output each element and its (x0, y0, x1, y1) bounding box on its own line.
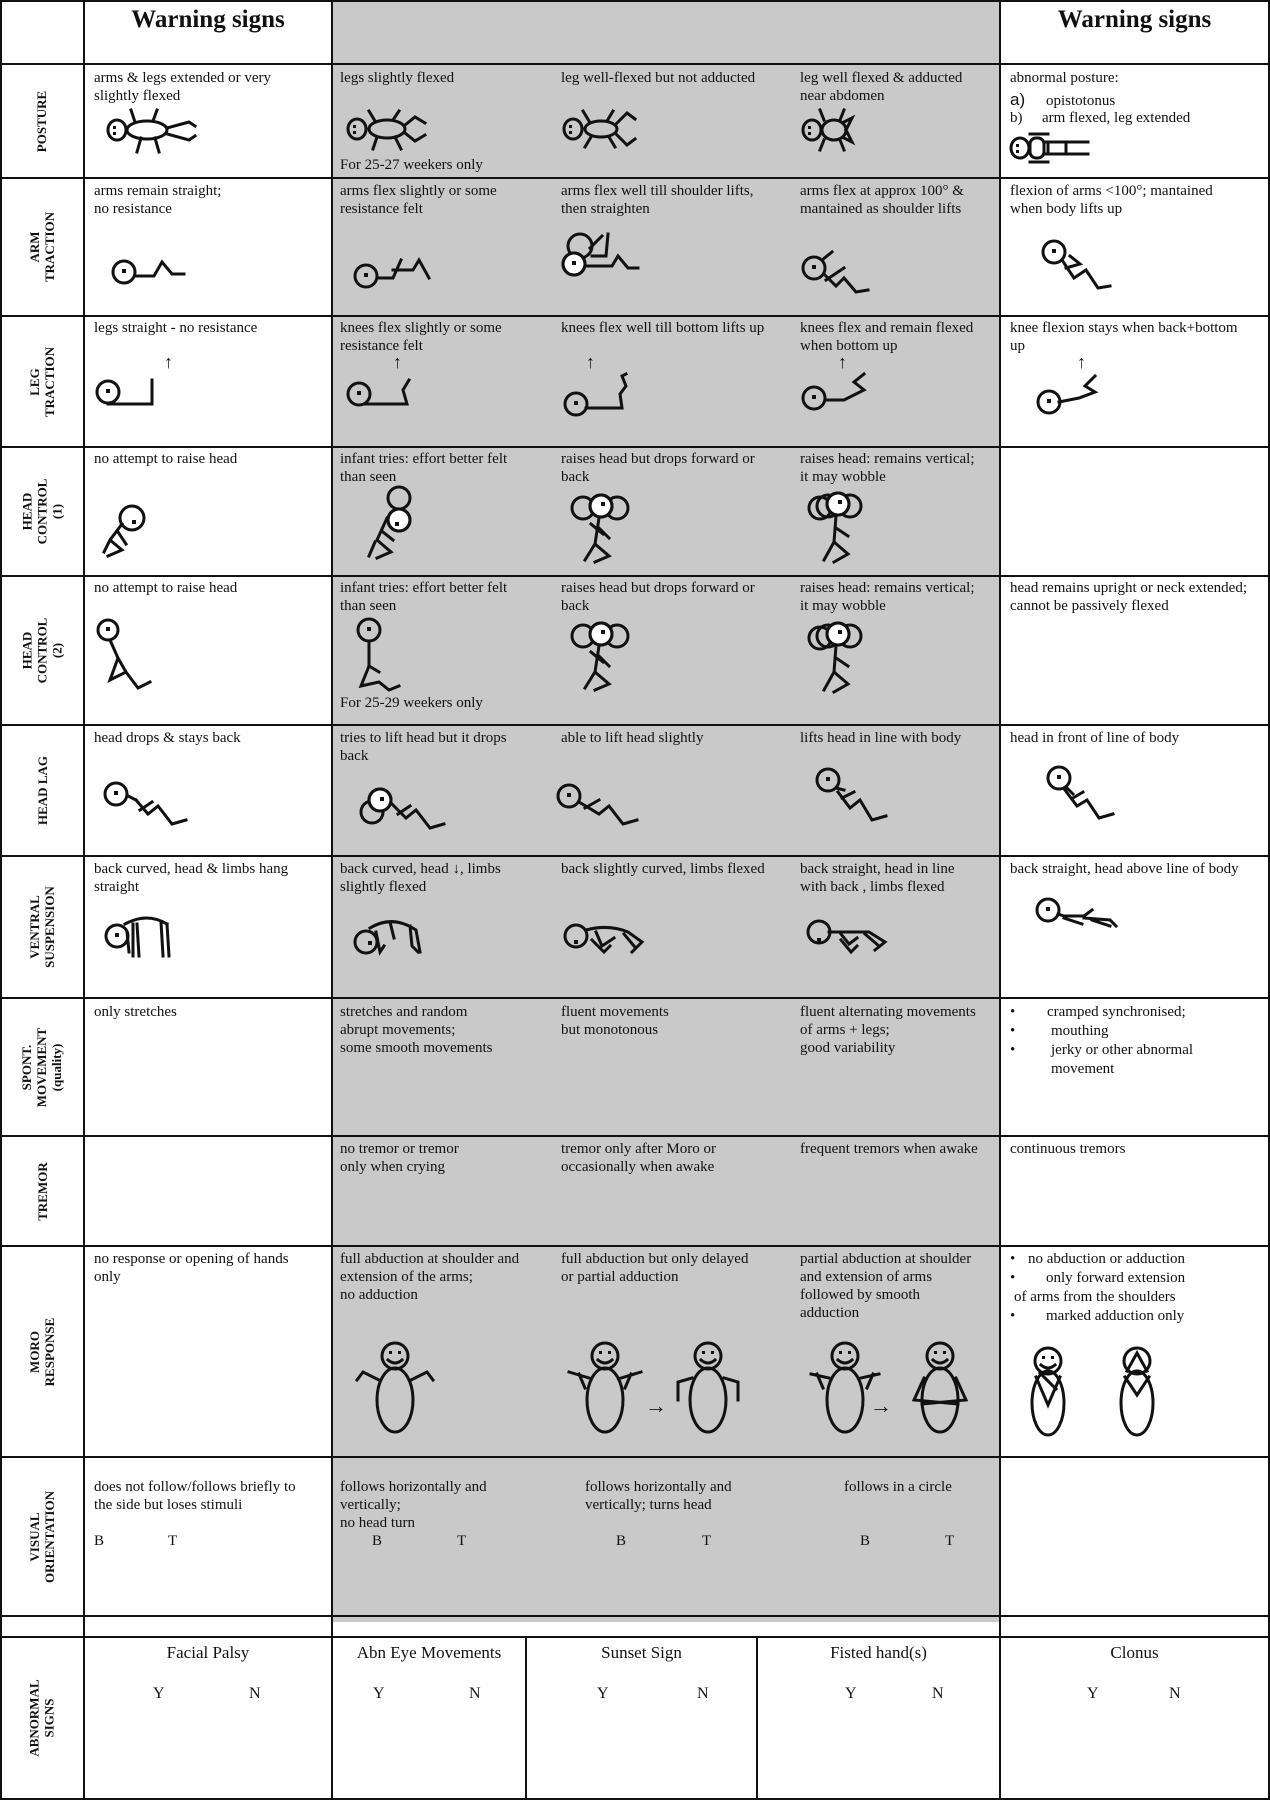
ventral-curved-hang-figure (103, 912, 183, 962)
spont-movement-col1: stretches and random abrupt movements; some smooth movements (340, 1004, 493, 1056)
facial-palsy-yes[interactable]: Y (153, 1685, 165, 1702)
arm-traction-shoulder-lift-figure (562, 226, 652, 281)
moro-delayed-figure-1 (565, 1340, 645, 1440)
posture-leg-well-flexed-figure (561, 107, 651, 152)
arm-traction-straight-figure (110, 256, 195, 288)
clonus-no[interactable]: N (1169, 1685, 1181, 1702)
ventral-slightly-curved-figure (562, 912, 652, 962)
head-lag-in-front-figure (1045, 766, 1125, 831)
tremor-col1: no tremor or tremor only when crying (340, 1141, 459, 1175)
spont-movement-warning-left: only stretches (94, 1004, 177, 1020)
tremor-col3: frequent tremors when awake (800, 1141, 978, 1157)
moro-col2: full abduction but only delayed or partial adduction (561, 1251, 749, 1285)
head-control-2-warning-left: no attempt to raise head (94, 580, 238, 596)
row-label-visual-orientation: VISUAL ORIENTATION (27, 1490, 58, 1583)
leg-traction-warning-right: knee flexion stays when back+bottom up (1010, 320, 1238, 354)
ventral-straight-figure (805, 912, 895, 962)
spont-movement-col3: fluent alternating movements of arms + legs; good variability (800, 1004, 976, 1056)
row-label-head-control-2: HEAD CONTROL (2) (19, 617, 65, 684)
ventral-suspension-col1: back curved, head ↓, limbs slightly flexed (340, 861, 501, 895)
svg-text:↑: ↑ (1077, 352, 1086, 372)
sunset-sign-yes[interactable]: Y (597, 1685, 609, 1702)
visual-col1: follows horizontally and vertically; no head turn (340, 1479, 487, 1531)
arm-traction-col3: arms flex at approx 100° & mantained as shoulder lifts (800, 183, 964, 217)
visual-col1-t: T (457, 1533, 467, 1549)
leg-traction-bottom-lifts-figure (560, 350, 650, 415)
eye-movements-yes[interactable]: Y (373, 1685, 385, 1702)
abnormal-clonus: Clonus (1110, 1643, 1159, 1662)
head-control-1-no-attempt-figure (100, 498, 160, 563)
moro-col1: full abduction at shoulder and extension of the arms; no adduction (340, 1251, 520, 1303)
moro-bullet-mark-2: • (1010, 1270, 1016, 1286)
head-control-2-warning-right: head remains upright or neck extended; cannot be passively flexed (1010, 580, 1247, 614)
head-control-1-col2: raises head but drops forward or back (561, 451, 755, 485)
posture-col3: leg well flexed & adducted near abdomen (800, 70, 963, 104)
row-label-posture: POSTURE (34, 90, 50, 152)
svg-text:↑: ↑ (838, 352, 847, 372)
visual-col3-t: T (945, 1533, 955, 1549)
posture-col1: legs slightly flexed (340, 70, 455, 86)
head-control-1-col1: infant tries: effort better felt than seen (340, 451, 508, 485)
row-label-moro-response: MORO RESPONSE (27, 1317, 57, 1386)
arm-traction-abnormal-figure (1040, 238, 1115, 293)
visual-col1-b: B (372, 1533, 383, 1549)
moro-delayed-figure-2 (668, 1340, 748, 1440)
head-lag-in-line-figure (814, 768, 894, 833)
spont-bullet-3: jerky or other abnormal movement (1051, 1042, 1194, 1077)
moro-abnormal-figure-2 (1107, 1345, 1167, 1445)
spont-bullet-1: cramped synchronised; (1047, 1004, 1186, 1020)
eye-movements-no[interactable]: N (469, 1685, 481, 1702)
abnormal-fisted-hands: Fisted hand(s) (830, 1643, 927, 1662)
head-control-2-vertical-figure (806, 618, 876, 698)
row-label-leg-traction: LEG TRACTION (26, 346, 57, 417)
head-control-2-col1: infant tries: effort better felt than seen (340, 580, 508, 614)
head-control-1-effort-figure (363, 484, 433, 564)
moro-warning-left: no response or opening of hands only (94, 1251, 289, 1285)
posture-leg-adducted-figure (800, 108, 870, 153)
ventral-curved-flexed-figure (350, 912, 430, 962)
arm-traction-warning-left: arms remain straight; no resistance (94, 183, 222, 217)
posture-opistotonus-figure (1008, 128, 1098, 168)
spont-bullet-marks: • • • (1010, 1004, 1016, 1058)
visual-warning-left: does not follow/follows briefly to the side but loses stimuli (94, 1479, 296, 1513)
posture-warning-right: abnormal posture: (1010, 70, 1119, 86)
visual-col2: follows horizontally and vertically; turns head (585, 1479, 732, 1513)
posture-extended-figure (105, 108, 205, 156)
arm-traction-100deg-figure (800, 250, 875, 295)
arm-traction-col1: arms flex slightly or some resistance felt (340, 183, 497, 217)
warning-signs-header-left: Warning signs (131, 6, 285, 33)
abnormal-facial-palsy: Facial Palsy (166, 1643, 250, 1662)
svg-text:↑: ↑ (393, 352, 402, 372)
spont-bullet-2: mouthing (1051, 1023, 1109, 1039)
head-control-2-col2: raises head but drops forward or back (561, 580, 755, 614)
arm-traction-slight-flex-figure (353, 256, 438, 291)
head-lag-slight-figure (555, 780, 650, 835)
moro-col3: partial abduction at shoulder and extension of arms followed by smooth adduction (800, 1251, 972, 1321)
leg-traction-col2: knees flex well till bottom lifts up (561, 320, 765, 336)
head-control-2-effort-figure (355, 616, 425, 696)
head-control-1-drops-figure (565, 488, 645, 568)
posture-warning-left: arms & legs extended or very slightly flexed (94, 70, 272, 104)
head-control-2-note: For 25-29 weekers only (340, 695, 483, 711)
leg-traction-straight-figure (94, 350, 184, 410)
tremor-col2: tremor only after Moro or occasionally when awake (561, 1141, 716, 1175)
head-control-1-vertical-figure (806, 488, 876, 568)
posture-b-text: arm flexed, leg extended (1042, 110, 1191, 126)
leg-traction-col3: knees flex and remain flexed when bottom up (800, 320, 974, 354)
visual-col3: follows in a circle (844, 1479, 952, 1495)
visual-col2-b: B (616, 1533, 627, 1549)
fisted-hands-no[interactable]: N (932, 1685, 944, 1702)
head-lag-tries-figure (358, 782, 453, 842)
ventral-suspension-warning-right: back straight, head above line of body (1010, 861, 1239, 877)
head-lag-warning-right: head in front of line of body (1010, 730, 1180, 746)
moro-partial-figure-1 (805, 1340, 885, 1440)
moro-full-abduction-figure (355, 1340, 435, 1440)
abnormal-sunset-sign: Sunset Sign (601, 1643, 682, 1662)
head-lag-col2: able to lift head slightly (561, 730, 704, 746)
row-label-head-control-1: HEAD CONTROL (1) (19, 478, 65, 545)
leg-traction-warning-left: legs straight - no resistance (94, 320, 258, 336)
moro-bullet-3: marked adduction only (1046, 1308, 1185, 1324)
moro-arrow-col2: → (645, 1393, 667, 1418)
row-label-head-lag: HEAD LAG (34, 756, 50, 825)
head-control-1-col3: raises head: remains vertical; it may wobble (800, 451, 975, 485)
head-lag-warning-left: head drops & stays back (94, 730, 241, 746)
visual-col2-t: T (702, 1533, 712, 1549)
head-lag-col3: lifts head in line with body (800, 730, 962, 746)
spont-movement-col2: fluent movements but monotonous (561, 1004, 669, 1038)
row-label-ventral-suspension: VENTRAL SUSPENSION (26, 886, 57, 968)
fisted-hands-yes[interactable]: Y (845, 1685, 857, 1702)
row-label-tremor: TREMOR (34, 1161, 50, 1221)
abnormal-eye-movements: Abn Eye Movements (356, 1643, 502, 1662)
posture-legs-slightly-flexed-figure (345, 107, 445, 152)
ventral-suspension-col2: back slightly curved, limbs flexed (561, 861, 765, 877)
ventral-head-above-figure (1034, 892, 1124, 942)
moro-bullet-2: only forward extension of arms from the shoulders (1014, 1270, 1186, 1305)
visual-col3-b: B (860, 1533, 871, 1549)
posture-a-marker: a) (1010, 90, 1026, 109)
ventral-suspension-warning-left: back curved, head & limbs hang straight (94, 861, 289, 895)
leg-traction-col1: knees flex slightly or some resistance felt (340, 320, 502, 354)
tremor-warning-right: continuous tremors (1010, 1141, 1126, 1157)
posture-col2: leg well-flexed but not adducted (561, 70, 756, 86)
arm-traction-col2: arms flex well till shoulder lifts, then straighten (561, 183, 754, 217)
sunset-sign-no[interactable]: N (697, 1685, 709, 1702)
moro-bullet-mark-3: • (1010, 1308, 1016, 1324)
svg-text:↑: ↑ (586, 352, 595, 372)
visual-left-t: T (168, 1533, 178, 1549)
leg-traction-abnormal-figure (1035, 350, 1125, 415)
svg-text:↑: ↑ (164, 352, 173, 372)
head-lag-col1: tries to lift head but it drops back (340, 730, 507, 764)
visual-left-b: B (94, 1533, 105, 1549)
posture-a-text: opistotonus (1046, 93, 1116, 109)
row-label-spont-movement: SPONT. MOVEMENT (quality) (19, 1027, 65, 1107)
facial-palsy-no[interactable]: N (249, 1685, 261, 1702)
arm-traction-warning-right: flexion of arms <100°; mantained when body lifts up (1010, 183, 1213, 217)
ventral-suspension-col3: back straight, head in line with back , limbs flexed (800, 861, 955, 895)
moro-bullet-1: no abduction or adduction (1028, 1251, 1186, 1267)
head-control-2-drops-figure (565, 616, 645, 696)
moro-bullet-mark-1: • (1010, 1251, 1016, 1267)
leg-traction-remain-flexed-figure (800, 350, 890, 410)
moro-abnormal-figure-1 (1018, 1345, 1078, 1445)
head-control-2-col3: raises head: remains vertical; it may wobble (800, 580, 975, 614)
head-control-1-warning-left: no attempt to raise head (94, 451, 238, 467)
posture-note: For 25-27 weekers only (340, 157, 483, 173)
clonus-yes[interactable]: Y (1087, 1685, 1099, 1702)
leg-traction-slight-figure (345, 350, 435, 410)
posture-b-marker: b) (1010, 110, 1023, 126)
row-label-abnormal-signs: ABNORMAL SIGNS (27, 1679, 57, 1757)
moro-partial-figure-2 (900, 1340, 980, 1440)
head-control-2-no-attempt-figure (96, 618, 166, 698)
warning-signs-header-right: Warning signs (1057, 6, 1212, 33)
moro-arrow-col3: → (870, 1393, 892, 1418)
row-label-arm-traction: ARM TRACTION (26, 211, 57, 283)
head-lag-drops-figure (102, 780, 197, 835)
